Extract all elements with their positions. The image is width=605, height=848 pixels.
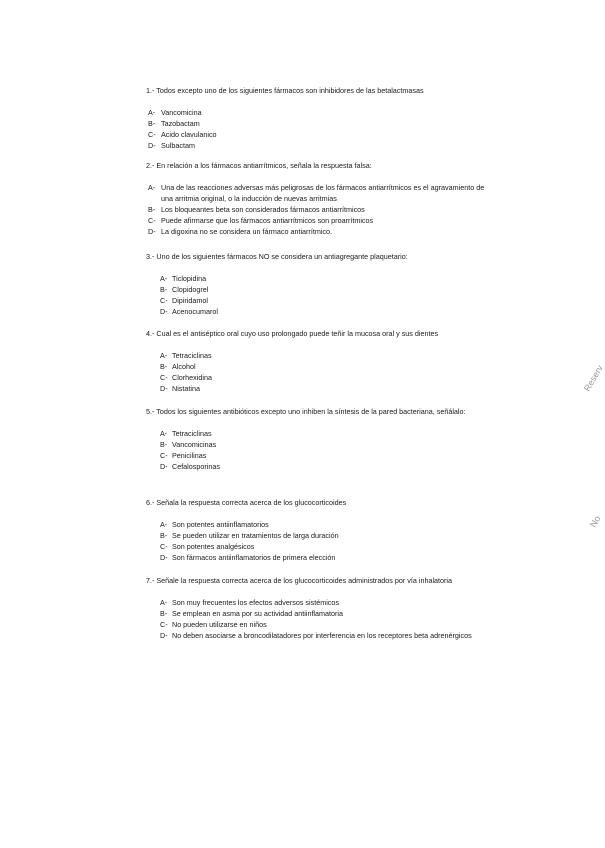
option-letter: C-	[160, 620, 168, 629]
option-a	[146, 273, 496, 284]
option-letter: A-	[160, 351, 168, 360]
question-7	[146, 575, 496, 641]
option-letter: A-	[160, 274, 168, 283]
option-text: Alcohol	[172, 362, 196, 371]
option-text: Tetraciclinas	[172, 351, 212, 360]
option-letter: C-	[160, 542, 168, 551]
question-stem: 6.- Señala la respuesta correcta acerca de los glucocorticoides	[146, 498, 347, 507]
question-stem: 4.- Cual es el antiséptico oral cuyo uso prolongado puede teñir la mucosa oral y sus dientes	[146, 329, 439, 338]
option-text: Son potentes analgésicos	[172, 542, 255, 551]
option-text: Se pueden utilizar en tratamientos de larga duración	[172, 531, 339, 540]
option-text: Acido clavulanico	[161, 130, 217, 139]
option-a	[148, 182, 496, 204]
option-text: Tetraciclinas	[172, 429, 212, 438]
option-b	[146, 608, 496, 619]
option-d	[148, 226, 496, 237]
option-b	[146, 439, 496, 450]
question-stem: 7.- Señale la respuesta correcta acerca de los glucocorticoides administrados por vía inhalatoria	[146, 576, 453, 585]
option-d	[146, 461, 496, 472]
option-letter: B-	[148, 205, 156, 214]
option-letter: B-	[160, 531, 168, 540]
watermark-reserv: Reserv	[582, 363, 605, 393]
option-d	[146, 383, 496, 394]
option-text: Vancomicina	[161, 108, 202, 117]
option-text: Penicilinas	[172, 451, 207, 460]
option-letter: C-	[160, 296, 168, 305]
option-b	[148, 204, 496, 215]
option-text: Son muy frecuentes los efectos adversos sistémicos	[172, 598, 339, 607]
option-a	[146, 519, 496, 530]
option-a	[148, 107, 496, 118]
option-text: Acenocumarol	[172, 307, 218, 316]
option-text: Sulbactam	[161, 141, 195, 150]
option-a	[146, 428, 496, 439]
option-b	[146, 361, 496, 372]
option-text: Clorhexidina	[172, 373, 212, 382]
option-letter: D-	[148, 227, 156, 236]
option-text: Son fármacos antiinflamatorios de primera elección	[172, 553, 336, 562]
option-b	[148, 118, 496, 129]
option-letter: C-	[160, 373, 168, 382]
option-letter: A-	[148, 183, 156, 192]
option-text: Vancomicinas	[172, 440, 217, 449]
option-d	[146, 306, 496, 317]
option-letter: D-	[160, 307, 168, 316]
option-text: Ticlopidina	[172, 274, 207, 283]
option-letter: A-	[160, 520, 168, 529]
option-c	[146, 619, 496, 630]
question-6	[146, 497, 496, 563]
question-stem: 2.- En relación a los fármacos antiarrítmicos, señala la respuesta falsa:	[146, 161, 372, 170]
option-a	[146, 597, 496, 608]
question-stem: 5.- Todos los siguientes antibióticos excepto uno inhiben la síntesis de la pared bacteriana, señálalo:	[146, 407, 466, 416]
option-letter: C-	[148, 130, 156, 139]
option-c	[148, 215, 496, 226]
option-letter: D-	[160, 553, 168, 562]
option-text: Se emplean en asma por su actividad antiinflamatoria	[172, 609, 343, 618]
option-b	[146, 530, 496, 541]
option-letter: C-	[148, 216, 156, 225]
option-letter: A-	[160, 429, 168, 438]
option-text: Tazobactam	[161, 119, 200, 128]
option-b	[146, 284, 496, 295]
option-d	[146, 552, 496, 563]
option-text: Son potentes antiinflamatorios	[172, 520, 269, 529]
option-c	[146, 450, 496, 461]
option-letter: B-	[160, 285, 168, 294]
option-a	[146, 350, 496, 361]
option-letter: A-	[160, 598, 168, 607]
option-letter: B-	[160, 609, 168, 618]
option-text: Puede afirmarse que los fármacos antiarrítmicos son proarrítmicos	[161, 216, 374, 225]
option-letter: D-	[160, 384, 168, 393]
question-1	[146, 85, 496, 151]
option-text: Dipiridamol	[172, 296, 208, 305]
question-3	[146, 251, 496, 317]
option-d	[148, 140, 496, 151]
option-text: Los bloqueantes beta son considerados fármacos antiarrítmicos	[161, 205, 365, 214]
option-c	[146, 541, 496, 552]
option-c	[146, 372, 496, 383]
question-stem: 3.- Uno de los siguientes fármacos NO se considera un antiagregante plaquetario:	[146, 252, 408, 261]
option-text: Nistatina	[172, 384, 200, 393]
option-c	[146, 295, 496, 306]
option-text: No pueden utilizarse en niños	[172, 620, 267, 629]
option-letter: C-	[160, 451, 168, 460]
option-letter: A-	[148, 108, 156, 117]
question-4	[146, 328, 496, 394]
option-letter: B-	[148, 119, 156, 128]
option-text: La digoxina no se considera un fármaco antiarrítmico.	[161, 227, 332, 236]
option-text: Clopidogrel	[172, 285, 209, 294]
option-d	[146, 630, 496, 641]
option-letter: B-	[160, 362, 168, 371]
option-letter: D-	[148, 141, 156, 150]
option-letter: D-	[160, 631, 168, 640]
option-letter: D-	[160, 462, 168, 471]
question-2	[146, 160, 496, 237]
option-text: Una de las reacciones adversas más peligrosas de los fármacos antiarrítmicos es el agravamiento de una arritmia original, o la inducción de nuevas arritmias	[161, 183, 485, 203]
option-text: No deben asociarse a broncodilatadores por interferencia en los receptores beta adrenérgicos	[172, 631, 472, 640]
watermark-no: No	[588, 514, 603, 529]
question-stem: 1.- Todos excepto uno de los siguientes fármacos son inhibidores de las betalactmasas	[146, 86, 424, 95]
option-text: Cefalosporinas	[172, 462, 220, 471]
option-c	[148, 129, 496, 140]
question-5	[146, 406, 496, 472]
option-letter: B-	[160, 440, 168, 449]
